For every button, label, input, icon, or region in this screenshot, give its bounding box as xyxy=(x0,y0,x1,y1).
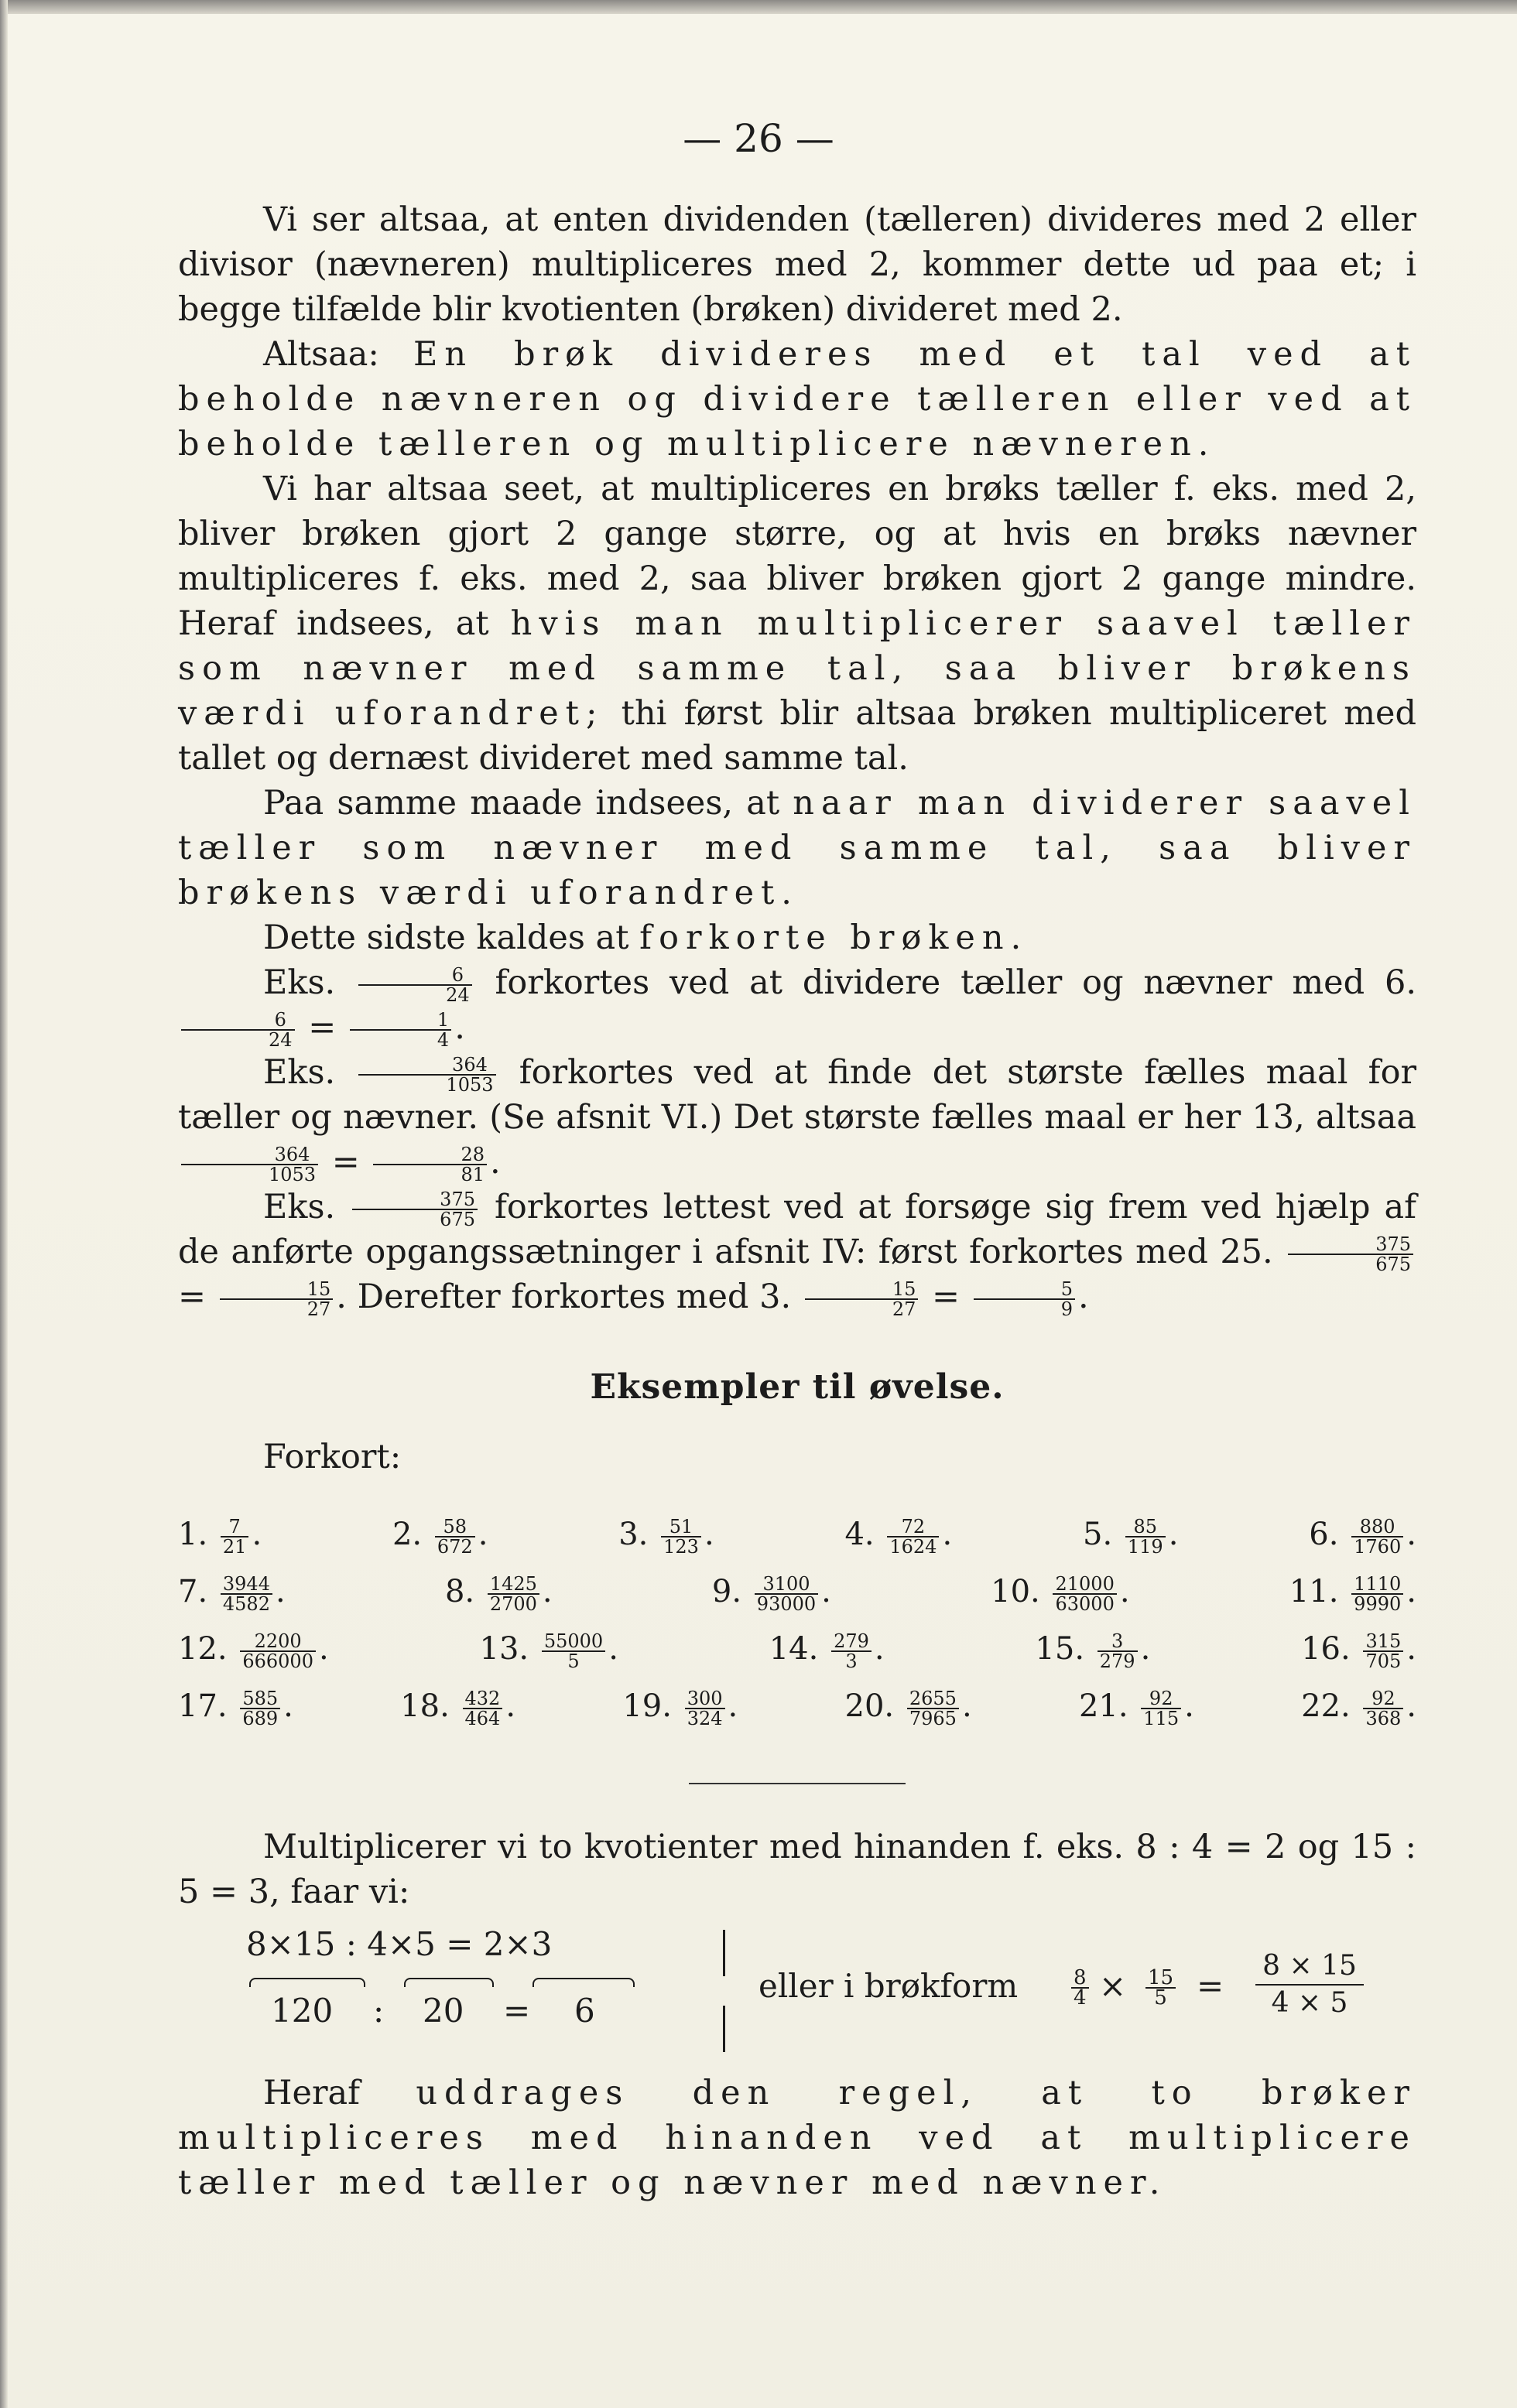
period: . xyxy=(252,1516,262,1552)
denominator: 27 xyxy=(306,1298,331,1320)
denominator: 689 xyxy=(242,1707,279,1729)
period: . xyxy=(505,1688,516,1724)
period: . xyxy=(283,1688,293,1724)
exercise-fraction xyxy=(1098,1632,1138,1671)
section-divider xyxy=(689,1783,906,1784)
denominator: 666000 xyxy=(242,1650,313,1672)
numerator: 1110 xyxy=(1351,1575,1403,1595)
denominator: 1624 xyxy=(889,1535,937,1558)
exercise-fraction xyxy=(1141,1689,1181,1728)
numerator: 3100 xyxy=(755,1575,818,1595)
exercise-instruction: Forkort: xyxy=(263,1438,402,1476)
denominator: 27 xyxy=(892,1298,916,1320)
numerator: 8 xyxy=(1071,1968,1089,1989)
fraction-6-24 xyxy=(358,966,472,1004)
exercise-number: 22. xyxy=(1301,1688,1351,1724)
page-number: — 26 — xyxy=(683,116,834,161)
example-1 xyxy=(178,960,1416,1050)
numerator: 375 xyxy=(1288,1235,1413,1255)
period: . xyxy=(318,1630,329,1667)
exercise-row xyxy=(178,1507,1416,1565)
numerator: 85 xyxy=(1125,1517,1166,1537)
exercise-number: 18. xyxy=(400,1688,450,1724)
numerator: 2200 xyxy=(240,1632,316,1652)
numerator: 375 xyxy=(352,1190,478,1210)
exercise-number: 8. xyxy=(444,1573,475,1609)
exercise-number: 3. xyxy=(618,1516,649,1552)
numerator: 880 xyxy=(1351,1517,1403,1537)
denominator: 675 xyxy=(440,1209,475,1230)
fraction-6-24-repeat xyxy=(181,1011,295,1049)
exercise-item xyxy=(1079,1688,1194,1728)
denominator: 4582 xyxy=(222,1592,270,1615)
numerator: 3 xyxy=(1098,1632,1138,1652)
period: . xyxy=(1140,1630,1151,1667)
product-result-equals: = xyxy=(503,1992,531,2030)
exercise-item xyxy=(618,1517,714,1556)
period: . xyxy=(1078,1278,1089,1316)
period: . xyxy=(275,1573,286,1609)
denominator: 4 xyxy=(437,1029,450,1051)
equals-sign: = xyxy=(331,1143,360,1182)
paragraph-2-rule: En brøk divideres med et tal ved at beholde nævneren og dividere tælleren eller ved at beholde tælleren og multiplicere nævneren. xyxy=(178,335,1416,463)
equals-sign: = xyxy=(1197,1967,1224,2005)
paragraph-4-rule: naar man dividerer saavel tæller som nævner med samme tal, saa bliver brøkens værdi uforandret. xyxy=(178,784,1416,912)
numerator: 6 xyxy=(358,966,472,986)
denominator: 279 xyxy=(1099,1650,1135,1672)
exercise-fraction xyxy=(661,1517,701,1556)
exercise-fraction xyxy=(1351,1517,1403,1556)
exercise-item xyxy=(845,1688,972,1728)
exercise-fraction xyxy=(907,1689,959,1728)
exercise-fraction xyxy=(221,1517,249,1556)
exercise-item xyxy=(1035,1631,1150,1671)
section-title: Eksempler til øvelse. xyxy=(590,1367,1005,1407)
equals-sign: = xyxy=(178,1278,207,1316)
fraction-1-4 xyxy=(350,1011,451,1049)
exercise-number: 16. xyxy=(1301,1630,1351,1667)
denominator: 93000 xyxy=(756,1592,817,1615)
exercise-number: 7. xyxy=(178,1573,208,1609)
multiplication-illustration xyxy=(178,1921,1416,2068)
paragraph-4 xyxy=(178,781,1416,915)
denominator: 1760 xyxy=(1354,1535,1402,1558)
grouping-bar-top xyxy=(723,1930,725,1976)
denominator: 9 xyxy=(1060,1298,1074,1320)
exercise-item xyxy=(1309,1517,1416,1556)
numerator: 92 xyxy=(1141,1689,1181,1709)
period: . xyxy=(728,1688,738,1724)
denominator: 5 xyxy=(1154,1986,1167,2010)
paragraph-3-rule: hvis man multiplicerer saavel tæller som nævner med samme tal, saa bliver brøkens værdi uforandret; xyxy=(178,604,1416,733)
brace-under-first-product xyxy=(249,1978,365,1987)
exercise-item xyxy=(445,1574,553,1613)
numerator: 15 xyxy=(805,1280,919,1300)
fraction-15-27 xyxy=(220,1280,334,1319)
page-edge-left xyxy=(0,0,8,2408)
example-3-text-b: Derefter forkortes med 3. xyxy=(357,1278,792,1316)
paragraph-2 xyxy=(178,332,1416,467)
paragraph-7 xyxy=(178,2071,1416,2205)
exercise-fraction xyxy=(1363,1632,1403,1671)
exercise-number: 20. xyxy=(844,1688,895,1724)
numerator: 51 xyxy=(661,1517,701,1537)
denominator: 672 xyxy=(437,1535,473,1558)
product-result-colon: : xyxy=(373,1992,385,2030)
grouping-bar-bottom xyxy=(723,2006,725,2052)
exercise-item xyxy=(991,1574,1129,1613)
paragraph-6: Multiplicerer vi to kvotienter med hinanden f. eks. 8 : 4 = 2 og 15 : 5 = 3, faar vi: xyxy=(178,1828,1416,1911)
example-2 xyxy=(178,1050,1416,1185)
example-3 xyxy=(178,1185,1416,1319)
paragraph-7-rule: uddrages den regel, at to brøker multipliceres med hinanden ved at multiplicere tæller med tæller og nævner med nævner. xyxy=(178,2074,1416,2202)
period: . xyxy=(1184,1688,1194,1724)
exercise-number: 14. xyxy=(769,1630,819,1667)
numerator: 1425 xyxy=(488,1575,539,1595)
paragraph-5-term: forkorte brøken. xyxy=(639,918,1029,957)
example-1-text: forkortes ved at dividere tæller og nævner med 6. xyxy=(495,963,1417,1002)
exercise-number: 2. xyxy=(392,1516,423,1552)
denominator: 4 × 5 xyxy=(1271,1987,1348,2019)
exercise-number: 19. xyxy=(622,1688,672,1724)
period: . xyxy=(821,1573,831,1609)
exercise-fraction xyxy=(755,1572,818,1615)
fraction-28-81 xyxy=(373,1145,487,1184)
exercise-item xyxy=(178,1517,262,1556)
period: . xyxy=(1168,1516,1179,1552)
product-result-second: 20 xyxy=(423,1992,464,2030)
equals-sign: = xyxy=(932,1278,961,1316)
numerator: 364 xyxy=(181,1145,318,1165)
example-1-label: Eks. xyxy=(263,963,336,1002)
period: . xyxy=(874,1630,885,1667)
equals-sign: = xyxy=(308,1008,337,1047)
denominator: 7965 xyxy=(909,1707,957,1729)
paragraph-2-lead: Altsaa: xyxy=(263,335,413,374)
exercise-fraction xyxy=(887,1517,939,1556)
period: . xyxy=(542,1573,553,1609)
numerator: 28 xyxy=(373,1145,487,1165)
exercise-item xyxy=(712,1574,831,1613)
period: . xyxy=(608,1630,618,1667)
exercise-item xyxy=(844,1517,952,1556)
period: . xyxy=(454,1008,465,1047)
product-result-third: 6 xyxy=(574,1992,595,2030)
exercise-number: 1. xyxy=(178,1516,208,1552)
times-sign: × xyxy=(1099,1967,1127,2005)
denominator: 2700 xyxy=(489,1592,537,1615)
denominator: 24 xyxy=(269,1029,293,1051)
example-3-text-a: forkortes lettest ved at forsøge sig frem ved hjælp af de anførte opgangssætninger i afsnit IV: først forkortes med 25. xyxy=(178,1188,1417,1271)
fraction-form-label: eller i brøkform xyxy=(758,1967,1019,2005)
period: . xyxy=(961,1688,972,1724)
numerator: 5 xyxy=(974,1280,1075,1300)
paragraph-5 xyxy=(178,915,1416,960)
period: . xyxy=(478,1516,488,1552)
exercise-fraction xyxy=(831,1632,872,1671)
exercise-row xyxy=(178,1679,1416,1736)
numerator: 6 xyxy=(181,1011,295,1031)
exercise-number: 17. xyxy=(178,1688,228,1724)
exercise-list xyxy=(178,1507,1416,1736)
exercise-number: 4. xyxy=(844,1516,875,1552)
exercise-fraction xyxy=(240,1632,316,1671)
fraction-375-675 xyxy=(352,1190,478,1229)
numerator: 58 xyxy=(435,1517,475,1537)
exercise-fraction xyxy=(435,1517,475,1556)
example-3-label: Eks. xyxy=(263,1188,336,1226)
numerator: 15 xyxy=(220,1280,334,1300)
fraction-364-1053 xyxy=(358,1055,495,1094)
denominator: 24 xyxy=(446,984,470,1006)
exercise-item xyxy=(178,1631,329,1671)
exercise-fraction xyxy=(463,1689,503,1728)
denominator: 4 xyxy=(1074,1986,1087,2010)
paragraph-3 xyxy=(178,467,1416,781)
denominator: 324 xyxy=(687,1707,723,1729)
exercise-fraction xyxy=(1363,1689,1403,1728)
denominator: 81 xyxy=(461,1164,485,1185)
exercise-number: 21. xyxy=(1078,1688,1128,1724)
exercise-row xyxy=(178,1622,1416,1679)
numerator: 21000 xyxy=(1053,1575,1116,1595)
denominator: 21 xyxy=(222,1535,247,1558)
exercise-fraction xyxy=(488,1572,539,1615)
numerator: 72 xyxy=(887,1517,939,1537)
quotient-product-line: 8×15 : 4×5 = 2×3 xyxy=(246,1925,553,1963)
paragraph-1: Vi ser altsaa, at enten dividenden (tælleren) divideres med 2 eller divisor (nævneren) multipliceres med 2, kommer dette ud paa et; i begge tilfælde blir kvotienten (brøken) divideret med 2. xyxy=(178,200,1416,329)
paragraph-4-text-a: Paa samme maade indsees, at xyxy=(263,784,793,823)
exercise-item xyxy=(178,1574,286,1613)
exercise-item xyxy=(622,1688,738,1728)
fraction-364-1053-repeat xyxy=(181,1145,318,1184)
numerator: 364 xyxy=(358,1055,495,1076)
fraction-5-9 xyxy=(974,1280,1075,1319)
denominator: 368 xyxy=(1365,1707,1402,1729)
example-2-text: forkortes ved at finde det største fælles maal for tæller og nævner. (Se afsnit VI.) Det største fælles maal er her 13, altsaa xyxy=(178,1053,1417,1137)
period: . xyxy=(1119,1573,1130,1609)
page-body xyxy=(178,197,1416,2205)
exercise-item xyxy=(1083,1517,1178,1556)
exercise-number: 9. xyxy=(711,1573,742,1609)
numerator: 585 xyxy=(240,1689,280,1709)
exercise-fraction xyxy=(685,1689,725,1728)
numerator: 315 xyxy=(1363,1632,1403,1652)
numerator: 2655 xyxy=(907,1689,959,1709)
period: . xyxy=(1406,1630,1416,1667)
denominator: 3 xyxy=(845,1650,858,1672)
exercise-fraction xyxy=(240,1689,280,1728)
example-2-label: Eks. xyxy=(263,1053,336,1092)
period: . xyxy=(1406,1573,1416,1609)
product-result-first: 120 xyxy=(271,1992,334,2030)
denominator: 1053 xyxy=(446,1074,494,1096)
exercise-item xyxy=(1289,1574,1416,1613)
exercise-fraction xyxy=(1125,1517,1166,1556)
numerator: 7 xyxy=(221,1517,249,1537)
fraction-15-27-repeat xyxy=(805,1280,919,1319)
exercise-item xyxy=(392,1517,488,1556)
paragraph-3-text-b: thi først blir altsaa brøken multipliceret med tallet og dernæst divideret med samme tal. xyxy=(178,694,1417,778)
denominator: 115 xyxy=(1143,1707,1180,1729)
numerator: 300 xyxy=(685,1689,725,1709)
denominator: 675 xyxy=(1375,1254,1411,1275)
exercise-number: 6. xyxy=(1309,1516,1339,1552)
numerator: 3944 xyxy=(221,1575,272,1595)
fraction-15-5 xyxy=(1145,1966,1176,2010)
exercise-fraction xyxy=(1351,1572,1403,1615)
exercise-fraction xyxy=(1053,1572,1116,1615)
numerator: 8 × 15 xyxy=(1255,1948,1364,1986)
paragraph-7-lead: Heraf xyxy=(263,2074,416,2112)
paragraph-5-text-a: Dette sidste kaldes at xyxy=(263,918,640,957)
exercise-number: 12. xyxy=(178,1630,228,1667)
denominator: 119 xyxy=(1127,1535,1163,1558)
denominator: 5 xyxy=(567,1650,580,1672)
period: . xyxy=(942,1516,953,1552)
brace-under-third-product xyxy=(532,1978,635,1987)
exercise-item xyxy=(769,1631,885,1671)
numerator: 279 xyxy=(831,1632,872,1652)
exercise-item xyxy=(400,1688,515,1728)
exercise-fraction xyxy=(542,1632,605,1671)
numerator: 92 xyxy=(1363,1689,1403,1709)
exercise-item xyxy=(480,1631,618,1671)
exercise-number: 5. xyxy=(1083,1516,1113,1552)
exercise-number: 15. xyxy=(1035,1630,1085,1667)
brace-under-second-product xyxy=(404,1978,494,1987)
period: . xyxy=(704,1516,714,1552)
denominator: 123 xyxy=(663,1535,699,1558)
denominator: 63000 xyxy=(1055,1592,1115,1615)
exercise-number: 10. xyxy=(991,1573,1040,1609)
period: . xyxy=(1406,1516,1416,1552)
exercise-item xyxy=(178,1688,293,1728)
fraction-375-675-repeat xyxy=(1288,1235,1413,1274)
page-edge-top xyxy=(0,0,1517,14)
exercise-number: 11. xyxy=(1289,1573,1339,1609)
exercise-row xyxy=(178,1565,1416,1622)
numerator: 55000 xyxy=(542,1632,605,1652)
exercise-item xyxy=(1301,1631,1416,1671)
exercise-fraction xyxy=(221,1572,272,1615)
numerator: 15 xyxy=(1145,1968,1176,1989)
paragraph-3-text-a: Vi har altsaa seet, at multipliceres en brøks tæller f. eks. med 2, bliver brøken gjort 2 gange større, og at hvis en brøks nævner multipliceres f. eks. med 2, saa bliver brøken gjort 2 gange mindre. Heraf indsees, at xyxy=(178,470,1416,643)
denominator: 464 xyxy=(464,1707,501,1729)
result-fraction xyxy=(1255,1948,1364,2021)
period: . xyxy=(1406,1688,1416,1724)
denominator: 1053 xyxy=(269,1164,317,1185)
numerator: 1 xyxy=(350,1011,451,1031)
denominator: 705 xyxy=(1365,1650,1402,1672)
exercise-number: 13. xyxy=(479,1630,529,1667)
denominator: 9990 xyxy=(1354,1592,1402,1615)
period: . xyxy=(336,1278,347,1316)
exercise-item xyxy=(1301,1688,1416,1728)
period: . xyxy=(490,1143,501,1182)
fraction-8-4 xyxy=(1071,1966,1089,2010)
numerator: 432 xyxy=(463,1689,503,1709)
